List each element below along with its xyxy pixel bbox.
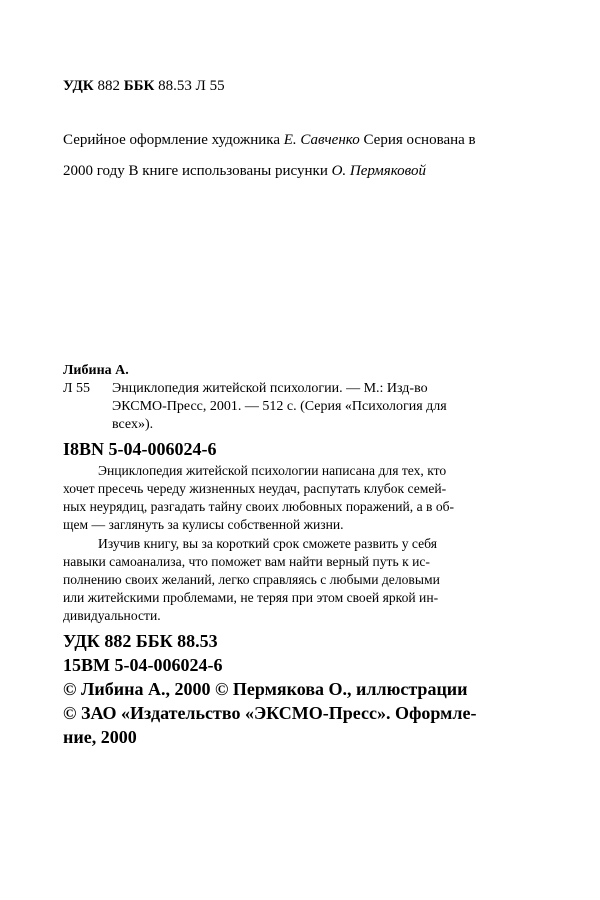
design-note-suffix: Серия основана в [363,132,476,148]
annotation-line: хочет пресечь череду жизненных неудач, распутать клубок семей- [63,481,447,496]
design-note-prefix: Серийное оформление художника [63,132,280,148]
catalog-author: Либина А. [63,363,129,378]
bbk-value: 88.53 Л 55 [158,78,225,94]
classification-header [63,79,225,94]
annotation-line: или житейскими проблемами, не теряя при этом своей яркой ин- [63,590,439,605]
udk-label: УДК [63,78,94,94]
footer-isbn: 15ВМ 5-04-006024-6 [63,655,223,675]
design-note-line-1 [63,133,476,148]
designer-name: Е. Савченко [283,132,360,148]
design-note-line-2 [63,164,426,179]
bbk-label: ББК [123,78,155,94]
footer-classification: УДК 882 ББК 88.53 [63,631,218,651]
udk-value: 882 [97,78,120,94]
copyright-line: © ЗАО «Издательство «ЭКСМО-Пресс». Оформле- [63,703,477,723]
illustrator-name: О. Пермяковой [331,163,426,179]
isbn-heading: I8BN 5-04-006024-6 [63,439,217,459]
annotation-line: Энциклопедия житейской психологии написана для тех, кто [98,463,447,478]
annotation-line: навыки самоанализа, что поможет вам найти верный путь к ис- [63,554,430,569]
catalog-line: всех»). [112,417,154,432]
illustrations-note: 2000 году В книге использованы рисунки [63,163,328,179]
catalog-line: ЭКСМО-Пресс, 2001. — 512 с. (Серия «Психология для [112,399,447,414]
annotation-line: ных неурядиц, разгадать тайну своих любовных поражений, а в об- [63,499,455,514]
annotation-line: полнению своих желаний, легко справляясь с любыми деловыми [63,572,440,587]
copyright-line: ние, 2000 [63,727,137,747]
annotation-line: Изучив книгу, вы за короткий срок сможете развить у себя [98,536,437,551]
annotation-line: дивидуальности. [63,608,161,623]
copyright-line: © Либина А., 2000 © Пермякова О., иллюстрации [63,679,468,699]
catalog-code: Л 55 [63,381,90,396]
catalog-line: Энциклопедия житейской психологии. — М.: Изд-во [112,381,428,396]
annotation-line: щем — заглянуть за кулисы собственной жизни. [63,517,344,532]
